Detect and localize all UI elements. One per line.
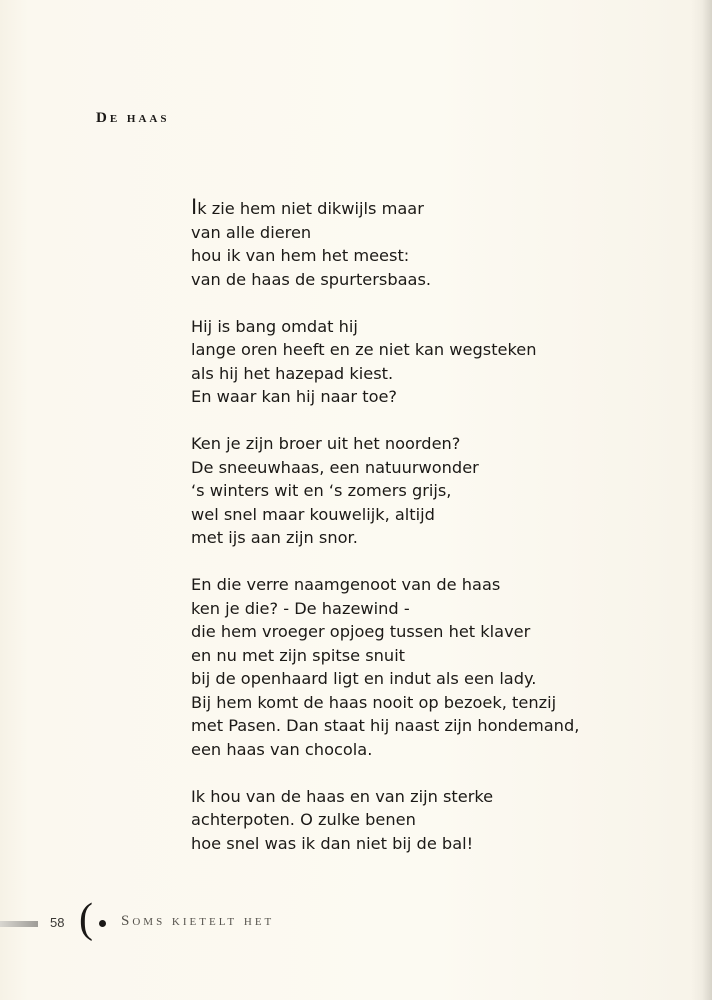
poem-line: met Pasen. Dan staat hij naast zijn hondemand, [191, 716, 580, 735]
page-edge-shadow [702, 0, 712, 1000]
poem-line: en nu met zijn spitse snuit [191, 645, 406, 665]
stanza [191, 315, 631, 409]
initial-letter: I [191, 195, 198, 219]
poem-line: Hij is bang omdat hij [191, 316, 358, 336]
poem-line: een haas van chocola. [191, 739, 373, 759]
poem-line: Ik zie hem niet dikwijls maar [191, 195, 424, 219]
poem-line: hoe snel was ik dan niet bij de bal! [191, 833, 474, 853]
poem-line: als hij het hazepad kiest. [191, 363, 394, 383]
poem-line: En waar kan hij naar toe? [191, 387, 398, 406]
poem-line: wel snel maar kouwelijk, altijd [191, 504, 435, 524]
footer-rule [0, 921, 38, 927]
running-title: Soms kietelt het [121, 913, 275, 929]
poem-line: En die verre naamgenoot van de haas [191, 575, 501, 594]
poem-line: bij de openhaard ligt en indut als een lady. [191, 669, 537, 688]
poem-line: lange oren heeft en ze niet kan wegsteken [191, 340, 537, 359]
poem-line: van de haas de spurtersbaas. [191, 269, 432, 289]
stanza [191, 196, 631, 291]
stanza [191, 785, 631, 856]
poem-line: De sneeuwhaas, een natuurwonder [191, 457, 479, 477]
page-number: 58 [50, 915, 65, 930]
poem-line: hou ik van hem het meest: [191, 246, 410, 265]
poem-body [191, 196, 631, 879]
stanza [191, 573, 631, 761]
poem-line: achterpoten. O zulke benen [191, 810, 416, 829]
poem-line: met ijs aan zijn snor. [191, 528, 358, 547]
footer-bracket: ( [79, 896, 93, 942]
poem-line: van alle dieren [191, 222, 312, 242]
poem-line: die hem vroeger opjoeg tussen het klaver [191, 622, 531, 641]
poem-line: ‘s winters wit en ‘s zomers grijs, [191, 481, 452, 500]
poem-title: De haas [96, 110, 170, 126]
bullet-dot-icon [99, 920, 106, 927]
poem-line: Bij hem komt de haas nooit op bezoek, tenzij [191, 692, 557, 712]
poem-line: Ken je zijn broer uit het noorden? [191, 434, 461, 453]
poem-line: ken je die? - De hazewind - [191, 598, 410, 618]
stanza [191, 432, 631, 550]
poem-line: Ik hou van de haas en van zijn sterke [191, 786, 494, 806]
